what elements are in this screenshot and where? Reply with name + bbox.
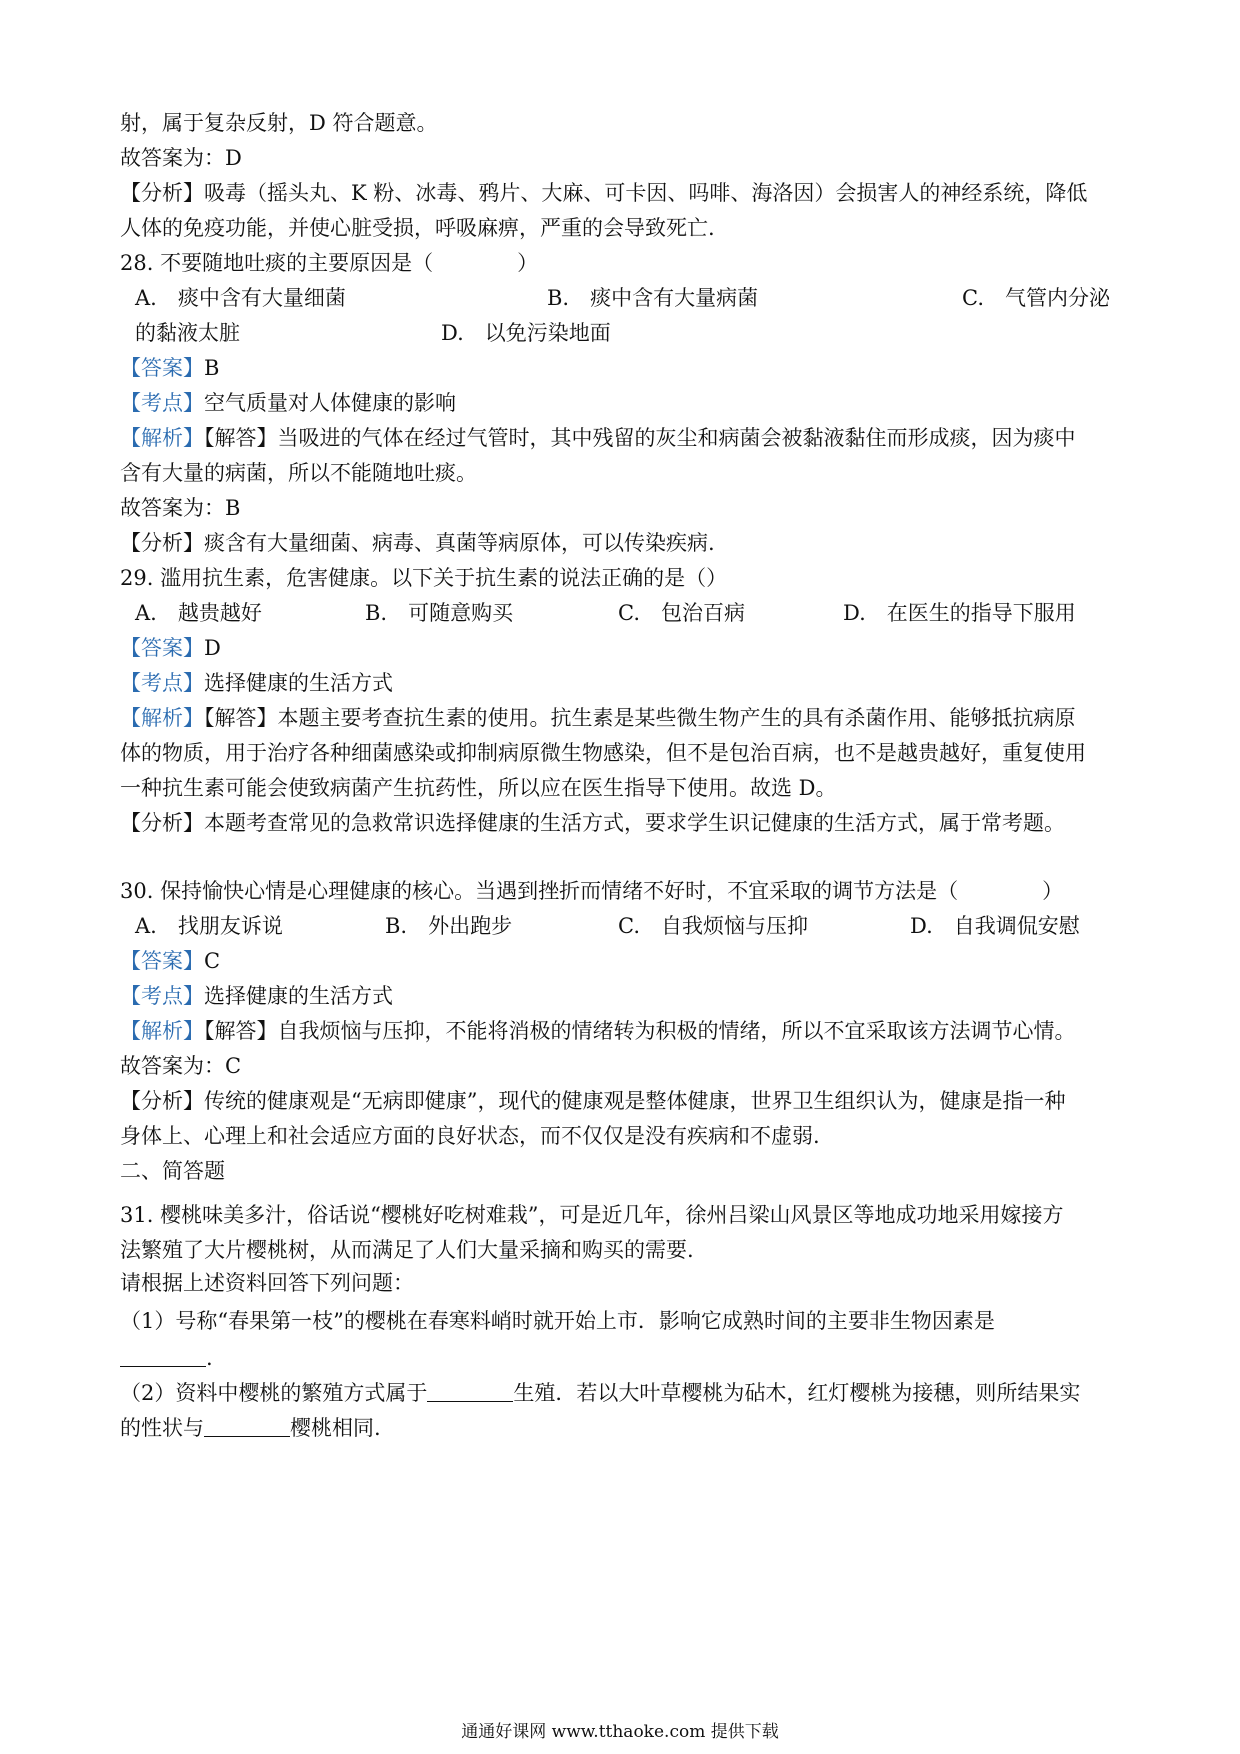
sub2-part-a: （2）资料中樱桃的繁殖方式属于 bbox=[120, 1381, 428, 1405]
q31-stem-line2: 法繁殖了大片樱桃树，从而满足了人们大量采摘和购买的需要. bbox=[120, 1238, 694, 1262]
point-text: 选择健康的生活方式 bbox=[204, 671, 393, 695]
point-text: 空气质量对人体健康的影响 bbox=[204, 391, 456, 415]
q28-option-d: D. 以免污染地面 bbox=[441, 321, 611, 345]
q28-conclusion: 故答案为：B bbox=[120, 496, 241, 520]
q27-line: 射，属于复杂反射，D 符合题意。 bbox=[120, 111, 438, 135]
q28-explain bbox=[120, 423, 1076, 453]
sub2-part-c: 的性状与 bbox=[120, 1416, 204, 1440]
footer-source: 通通好课网 www.tthaoke.com 提供下载 bbox=[461, 1722, 779, 1742]
explain-tag: 【解析】 bbox=[120, 1019, 204, 1043]
q29-explain-line2: 体的物质，用于治疗各种细菌感染或抑制病原微生物感染，但不是包治百病，也不是越贵越好，重复使用 bbox=[120, 741, 1086, 765]
q30-analysis bbox=[120, 1086, 1065, 1116]
q31-sub1-blank-line bbox=[120, 1343, 213, 1373]
q28-option-b: B. 痰中含有大量病菌 bbox=[547, 286, 759, 310]
q30-option-d: D. 自我调侃安慰 bbox=[910, 914, 1080, 938]
analysis-tag: 【分析】 bbox=[120, 531, 204, 555]
q28-option-a: A. 痰中含有大量细菌 bbox=[135, 286, 346, 310]
analysis-text: 本题考查常见的急救常识选择健康的生活方式，要求学生识记健康的生活方式，属于常考题。 bbox=[204, 811, 1065, 835]
q28-point bbox=[120, 388, 456, 418]
point-tag: 【考点】 bbox=[120, 984, 204, 1008]
q31-sub2 bbox=[120, 1378, 1080, 1408]
q28-stem: 28. 不要随地吐痰的主要原因是（ ） bbox=[120, 251, 539, 275]
q30-analysis-line2: 身体上、心理上和社会适应方面的良好状态，而不仅仅是没有疾病和不虚弱. bbox=[120, 1124, 820, 1148]
q30-stem: 30. 保持愉快心情是心理健康的核心。当遇到挫折而情绪不好时，不宜采取的调节方法是（ ） bbox=[120, 879, 1064, 903]
q29-option-a: A. 越贵越好 bbox=[135, 601, 262, 625]
q30-explain bbox=[120, 1016, 1076, 1046]
q30-answer bbox=[120, 946, 220, 976]
section-title: 二、简答题 bbox=[120, 1159, 225, 1183]
point-text: 选择健康的生活方式 bbox=[204, 984, 393, 1008]
point-tag: 【考点】 bbox=[120, 391, 204, 415]
answer-value: D bbox=[204, 636, 221, 660]
q29-analysis bbox=[120, 808, 1065, 838]
q29-explain bbox=[120, 703, 1076, 733]
analysis-text: 传统的健康观是“无病即健康”，现代的健康观是整体健康，世界卫生组织认为，健康是指一种 bbox=[204, 1089, 1066, 1113]
point-tag: 【考点】 bbox=[120, 671, 204, 695]
q28-explain-line2: 含有大量的病菌，所以不能随地吐痰。 bbox=[120, 461, 477, 485]
analysis-text: 痰含有大量细菌、病毒、真菌等病原体，可以传染疾病. bbox=[204, 531, 715, 555]
analysis-tag: 【分析】 bbox=[120, 1089, 204, 1113]
answer-tag: 【答案】 bbox=[120, 636, 204, 660]
answer-blank bbox=[427, 1381, 513, 1402]
q31-instruction: 请根据上述资料回答下列问题： bbox=[120, 1271, 414, 1295]
q28-analysis bbox=[120, 528, 715, 558]
answer-blank bbox=[204, 1416, 290, 1437]
answer-value: C bbox=[204, 949, 221, 973]
q31-sub1: （1）号称“春果第一枝”的樱桃在春寒料峭时就开始上市．影响它成熟时间的主要非生物因素是 bbox=[120, 1309, 995, 1333]
q31-sub2-line2 bbox=[120, 1413, 381, 1443]
q30-option-b: B. 外出跑步 bbox=[385, 914, 513, 938]
q29-answer bbox=[120, 633, 221, 663]
sub2-part-d: 樱桃相同. bbox=[290, 1416, 381, 1440]
q29-stem: 29. 滥用抗生素，危害健康。以下关于抗生素的说法正确的是（） bbox=[120, 566, 728, 590]
q27-analysis bbox=[120, 178, 1087, 208]
q30-conclusion: 故答案为：C bbox=[120, 1054, 242, 1078]
answer-tag: 【答案】 bbox=[120, 949, 204, 973]
q30-option-c: C. 自我烦恼与压抑 bbox=[618, 914, 808, 938]
q30-point bbox=[120, 981, 393, 1011]
q29-option-c: C. 包治百病 bbox=[618, 601, 745, 625]
q29-explain-line3: 一种抗生素可能会使致病菌产生抗药性，所以应在医生指导下使用。故选 D。 bbox=[120, 776, 837, 800]
q29-option-b: B. 可随意购买 bbox=[365, 601, 514, 625]
analysis-tag: 【分析】 bbox=[120, 181, 204, 205]
q27-analysis-line2: 人体的免疫功能，并使心脏受损，呼吸麻痹，严重的会导致死亡. bbox=[120, 216, 715, 240]
q28-answer bbox=[120, 353, 219, 383]
answer-tag: 【答案】 bbox=[120, 356, 204, 380]
explain-tag: 【解析】 bbox=[120, 706, 204, 730]
analysis-tag: 【分析】 bbox=[120, 811, 204, 835]
q31-stem: 31. 樱桃味美多汁，俗话说“樱桃好吃树难栽”，可是近几年，徐州吕梁山风景区等地成功地采用嫁接方 bbox=[120, 1203, 1064, 1227]
q29-option-d: D. 在医生的指导下服用 bbox=[843, 601, 1076, 625]
answer-value: B bbox=[204, 356, 220, 380]
explain-tag: 【解析】 bbox=[120, 426, 204, 450]
q29-point bbox=[120, 668, 393, 698]
sub2-part-b: 生殖．若以大叶草樱桃为砧木，红灯樱桃为接穗，则所结果实 bbox=[513, 1381, 1081, 1405]
sub1-end: . bbox=[206, 1346, 213, 1370]
analysis-text: 吸毒（摇头丸、K 粉、冰毒、鸦片、大麻、可卡因、吗啡、海洛因）会损害人的神经系统，降低 bbox=[204, 181, 1088, 205]
answer-blank bbox=[120, 1346, 206, 1367]
q28-option-c-cont: 的黏液太脏 bbox=[135, 321, 240, 345]
q30-option-a: A. 找朋友诉说 bbox=[135, 914, 283, 938]
explain-text: 【解答】自我烦恼与压抑，不能将消极的情绪转为积极的情绪，所以不宜采取该方法调节心情。 bbox=[204, 1019, 1076, 1043]
q27-conclusion: 故答案为：D bbox=[120, 146, 242, 170]
q28-option-c: C. 气管内分泌 bbox=[962, 286, 1110, 310]
explain-text: 【解答】当吸进的气体在经过气管时，其中残留的灰尘和病菌会被黏液黏住而形成痰，因为痰中 bbox=[204, 426, 1076, 450]
explain-text: 【解答】本题主要考查抗生素的使用。抗生素是某些微生物产生的具有杀菌作用、能够抵抗病原 bbox=[204, 706, 1076, 730]
